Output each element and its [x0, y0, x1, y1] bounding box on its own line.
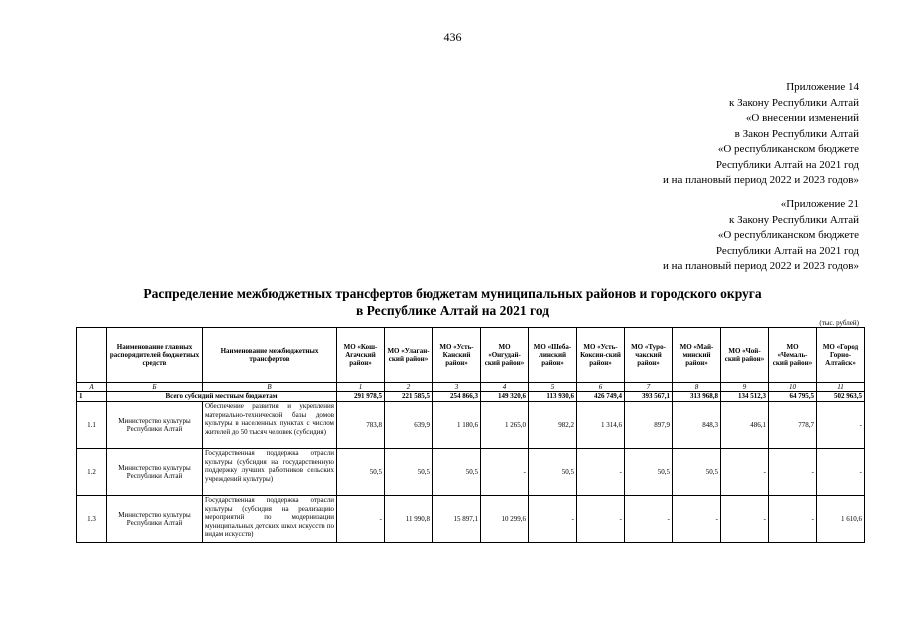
row-admin: Министерство культуры Республики Алтай: [107, 496, 203, 543]
total-label: Всего субсидий местным бюджетам: [107, 392, 337, 402]
value-cell: -: [673, 496, 721, 543]
value-cell: 10 299,6: [481, 496, 529, 543]
value-cell: -: [337, 496, 385, 543]
value-cell: 426 749,4: [577, 392, 625, 402]
appendix-line: «О внесении изменений: [745, 112, 859, 124]
row-transfer-name: Государственная поддержка отрасли культуры (субсидия на государственную поддержку лучших работников сельских учреждений культуры): [203, 449, 337, 496]
header-cell-district: МО «Туро-чакский район»: [625, 328, 673, 383]
value-cell: 783,8: [337, 402, 385, 449]
index-cell: А: [77, 383, 107, 392]
header-cell-admin: Наименование главных распорядителей бюджетных средств: [107, 328, 203, 383]
value-cell: 1 180,6: [433, 402, 481, 449]
appendix-line: Республики Алтай на 2021 год: [715, 158, 859, 171]
value-cell: 50,5: [337, 449, 385, 496]
value-cell: 254 866,3: [433, 392, 481, 402]
value-cell: 778,7: [769, 402, 817, 449]
value-cell: -: [529, 496, 577, 543]
value-cell: 11 990,8: [385, 496, 433, 543]
value-cell: -: [769, 449, 817, 496]
appendix-line: Приложение 14: [786, 81, 859, 93]
value-cell: 313 968,8: [673, 392, 721, 402]
value-cell: 897,9: [625, 402, 673, 449]
value-cell: 502 963,5: [817, 392, 865, 402]
index-cell: 4: [481, 383, 529, 392]
value-cell: 50,5: [625, 449, 673, 496]
header-cell-transfer-name: Наименование межбюджетных трансфертов: [203, 328, 337, 383]
header-cell-district: МО «Улаган-ский район»: [385, 328, 433, 383]
header-cell-district: МО «Город Горно-Алтайск»: [817, 328, 865, 383]
index-cell: 8: [673, 383, 721, 392]
title-line: в Республике Алтай на 2021 год: [355, 303, 550, 318]
index-cell: 9: [721, 383, 769, 392]
value-cell: 1 610,6: [817, 496, 865, 543]
index-cell: 1: [337, 383, 385, 392]
value-cell: -: [481, 449, 529, 496]
table-row: [77, 402, 865, 449]
row-admin: Министерство культуры Республики Алтай: [107, 402, 203, 449]
index-cell: 10: [769, 383, 817, 392]
row-code: 1.3: [77, 496, 107, 543]
value-cell: 982,2: [529, 402, 577, 449]
value-cell: 1 314,6: [577, 402, 625, 449]
row-transfer-name: Обеспечение развития и укрепления материально-технической базы домов культуры в населенных пунктах с числом жителей до 50 тысяч человек (субсидия): [203, 402, 337, 449]
row-code: 1: [77, 392, 107, 402]
header-cell-district: МО «Кош-Агачский район»: [337, 328, 385, 383]
appendix-line: в Закон Республики Алтай: [734, 127, 859, 140]
value-cell: -: [577, 449, 625, 496]
value-cell: 291 978,5: [337, 392, 385, 402]
units-label: (тыс. рублей): [819, 319, 859, 327]
value-cell: 64 795,5: [769, 392, 817, 402]
old-appendix-header: [663, 197, 859, 275]
value-cell: -: [817, 449, 865, 496]
table-row: [77, 496, 865, 543]
value-cell: 393 567,1: [625, 392, 673, 402]
index-cell: 5: [529, 383, 577, 392]
value-cell: 50,5: [385, 449, 433, 496]
value-cell: 486,1: [721, 402, 769, 449]
index-cell: 2: [385, 383, 433, 392]
header-cell-district: МО «Шеба-линский район»: [529, 328, 577, 383]
appendix-line: Республики Алтай на 2021 год: [715, 244, 859, 257]
header-cell-district: МО «Усть-Коксин-ский район»: [577, 328, 625, 383]
value-cell: -: [817, 402, 865, 449]
appendix-line: «О республиканском бюджете: [717, 229, 859, 241]
value-cell: 221 585,5: [385, 392, 433, 402]
appendix-line: и на плановый период 2022 и 2023 годов»: [662, 174, 859, 186]
index-cell: 6: [577, 383, 625, 392]
index-cell: 7: [625, 383, 673, 392]
value-cell: -: [721, 449, 769, 496]
appendix-line: и на плановый период 2022 и 2023 годов»: [662, 260, 859, 272]
value-cell: 639,9: [385, 402, 433, 449]
document-title: [0, 285, 905, 319]
appendix-line: к Закону Республики Алтай: [729, 96, 859, 109]
total-row: [77, 392, 865, 402]
transfers-table: [76, 327, 865, 543]
table-header-row: [77, 328, 865, 383]
header-cell: [77, 328, 107, 383]
row-transfer-name: Государственная поддержка отрасли культуры (субсидия на реализацию мероприятий по модернизации муниципальных детских школ искусств по видам искусств): [203, 496, 337, 543]
header-cell-district: МО «Онгудай-ский район»: [481, 328, 529, 383]
index-cell: В: [203, 383, 337, 392]
header-cell-district: МО «Чой-ский район»: [721, 328, 769, 383]
index-cell: 3: [433, 383, 481, 392]
value-cell: -: [721, 496, 769, 543]
value-cell: -: [769, 496, 817, 543]
index-cell: 11: [817, 383, 865, 392]
value-cell: 113 930,6: [529, 392, 577, 402]
table-row: [77, 449, 865, 496]
appendix-header: [663, 80, 859, 189]
appendix-line: «Приложение 21: [780, 198, 859, 210]
row-code: 1.2: [77, 449, 107, 496]
value-cell: 50,5: [673, 449, 721, 496]
index-cell: Б: [107, 383, 203, 392]
header-cell-district: МО «Чемаль-ский район»: [769, 328, 817, 383]
header-cell-district: МО «Усть-Канский район»: [433, 328, 481, 383]
title-line: Распределение межбюджетных трансфертов бюджетам муниципальных районов и городского округа: [143, 286, 762, 301]
value-cell: 1 265,0: [481, 402, 529, 449]
value-cell: 50,5: [433, 449, 481, 496]
header-cell-district: МО «Май-минский район»: [673, 328, 721, 383]
value-cell: -: [577, 496, 625, 543]
column-index-row: [77, 383, 865, 392]
value-cell: 848,3: [673, 402, 721, 449]
value-cell: 149 320,6: [481, 392, 529, 402]
row-admin: Министерство культуры Республики Алтай: [107, 449, 203, 496]
value-cell: 134 512,3: [721, 392, 769, 402]
appendix-line: к Закону Республики Алтай: [729, 213, 859, 226]
value-cell: -: [625, 496, 673, 543]
value-cell: 50,5: [529, 449, 577, 496]
page-number: 436: [443, 30, 462, 44]
row-code: 1.1: [77, 402, 107, 449]
value-cell: 15 897,1: [433, 496, 481, 543]
appendix-line: «О республиканском бюджете: [717, 143, 859, 155]
